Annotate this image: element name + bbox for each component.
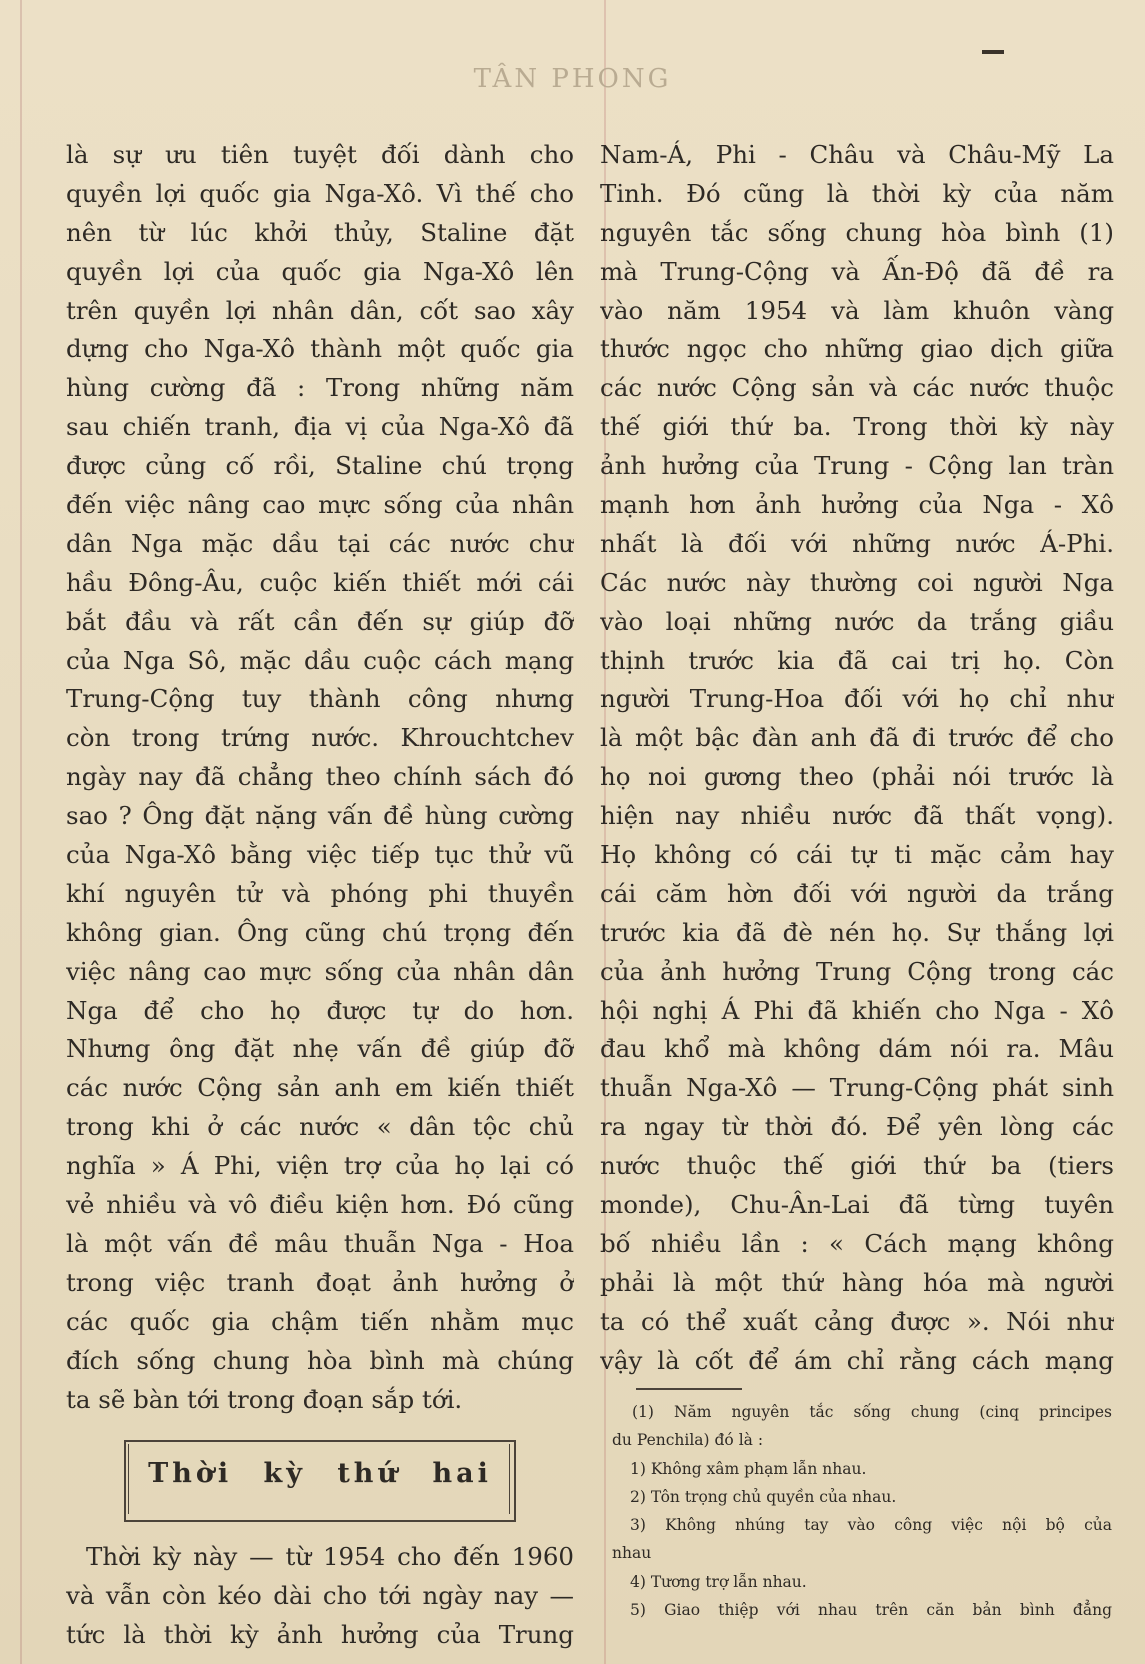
text-line: khí nguyên tử và phóng phi thuyền [66, 878, 574, 908]
text-line: bố nhiều lần : « Cách mạng không [600, 1228, 1114, 1258]
text-line: nhất là đối với những nước Á-Phi. [600, 528, 1114, 558]
text-line: thế giới thứ ba. Trong thời kỳ này [600, 412, 1114, 442]
text-line: trong khi ở các nước « dân tộc chủ [66, 1112, 574, 1142]
text-line: ta sẽ bàn tới trong đoạn sắp tới. [66, 1384, 463, 1414]
text-line: đến việc nâng cao mực sống của nhân [66, 490, 574, 520]
text-line: Họ không có cái tự ti mặc cảm hay [600, 840, 1114, 870]
page-mark [982, 50, 1004, 54]
text-line: người Trung-Hoa đối với họ chỉ như [600, 684, 1114, 714]
text-line: các nước Cộng sản và các nước thuộc [600, 373, 1114, 403]
text-line: vậy là cốt để ám chỉ rằng cách mạng [600, 1345, 1114, 1375]
page-edge-line [20, 0, 22, 1664]
text-line: tức là thời kỳ ảnh hưởng của Trung [66, 1619, 574, 1649]
text-line: Nga để cho họ được tự do hơn. [66, 995, 574, 1025]
text-line: cái căm hờn đối với người da trắng [600, 878, 1114, 908]
text-line: là một bậc đàn anh đã đi trước để cho [600, 723, 1114, 753]
text-line: trước kia đã đè nén họ. Sự thắng lợi [600, 917, 1114, 947]
footnote-line: 3) Không nhúng tay vào công việc nội bộ của [630, 1516, 1112, 1535]
footnote-line: (1) Năm nguyên tắc sống chung (cinq principes [632, 1403, 1112, 1421]
text-line: của ảnh hưởng Trung Cộng trong các [600, 956, 1114, 986]
footnote-line: 5) Giao thiệp với nhau trên căn bản bình đẳng [630, 1601, 1112, 1620]
text-line: dựng cho Nga-Xô thành một quốc gia [66, 334, 574, 364]
footnote-line: nhau [612, 1544, 652, 1563]
text-line: đích sống chung hòa bình mà chúng [66, 1345, 574, 1375]
text-line: nghĩa » Á Phi, viện trợ của họ lại có [66, 1151, 574, 1181]
text-line: dân Nga mặc dầu tại các nước chư [66, 528, 574, 558]
text-line: Các nước này thường coi người Nga [600, 567, 1114, 597]
text-line: các quốc gia chậm tiến nhằm mục [66, 1306, 574, 1336]
left-continuation [66, 1538, 574, 1655]
right-column [600, 136, 1114, 1381]
footnote-line: 1) Không xâm phạm lẫn nhau. [630, 1459, 867, 1478]
text-line: mà Trung-Cộng và Ấn-Độ đã đề ra [600, 256, 1114, 286]
footnote-line: du Penchila) đó là : [612, 1431, 764, 1450]
text-line: và vẫn còn kéo dài cho tới ngày nay — [66, 1580, 574, 1610]
text-line: đau khổ mà không dám nói ra. Mâu [600, 1034, 1114, 1064]
text-line: vào loại những nước da trắng giầu [600, 606, 1114, 636]
text-line: sau chiến tranh, địa vị của Nga-Xô đã [66, 412, 574, 442]
text-line: không gian. Ông cũng chú trọng đến [66, 917, 574, 947]
text-line: Trung-Cộng tuy thành công nhưng [66, 684, 574, 714]
text-line: Nhưng ông đặt nhẹ vấn đề giúp đỡ [66, 1034, 574, 1064]
text-line: ngày nay đã chẳng theo chính sách đó [66, 762, 574, 792]
text-line: hùng cường đã : Trong những năm [66, 373, 574, 403]
text-line: được củng cố rồi, Staline chú trọng [66, 451, 574, 481]
text-line: thịnh trước kia đã cai trị họ. Còn [600, 645, 1114, 675]
text-line: ta có thể xuất cảng được ». Nói như [600, 1306, 1114, 1336]
text-line: quyền lợi quốc gia Nga-Xô. Vì thế cho [66, 178, 574, 208]
text-line: Tinh. Đó cũng là thời kỳ của năm [600, 178, 1114, 208]
text-line: việc nâng cao mực sống của nhân dân [66, 956, 574, 986]
text-line: trên quyền lợi nhân dân, cốt sao xây [66, 295, 574, 325]
text-line: của Nga Sô, mặc dầu cuộc cách mạng [66, 645, 574, 675]
footnote-rule [636, 1388, 742, 1390]
running-header: TÂN PHONG [473, 64, 672, 94]
text-line: ảnh hưởng của Trung - Cộng lan tràn [600, 451, 1114, 481]
footnote-line: 2) Tôn trọng chủ quyền của nhau. [630, 1487, 897, 1506]
left-column [66, 136, 574, 1419]
text-line: các nước Cộng sản anh em kiến thiết [66, 1073, 574, 1103]
text-line: hội nghị Á Phi đã khiến cho Nga - Xô [600, 995, 1114, 1025]
section-heading: Thời kỳ thứ hai [148, 1458, 492, 1489]
text-line: thuẫn Nga-Xô — Trung-Cộng phát sinh [600, 1073, 1114, 1103]
text-line: của Nga-Xô bằng việc tiếp tục thử vũ [66, 840, 574, 870]
text-line: là một vấn đề mâu thuẫn Nga - Hoa [66, 1228, 574, 1258]
text-line: bắt đầu và rất cần đến sự giúp đỡ [66, 606, 574, 636]
text-line: nên từ lúc khởi thủy, Staline đặt [66, 217, 574, 247]
text-line: Nam-Á, Phi - Châu và Châu-Mỹ La [600, 140, 1114, 169]
text-line: vẻ nhiều và vô điều kiện hơn. Đó cũng [66, 1190, 574, 1220]
text-line: hầu Đông-Âu, cuộc kiến thiết mới cái [66, 567, 574, 597]
text-line: sao ? Ông đặt nặng vấn đề hùng cường [66, 801, 574, 831]
text-line: còn trong trứng nước. Khrouchtchev [66, 723, 574, 753]
text-line: Thời kỳ này — từ 1954 cho đến 1960 [86, 1542, 574, 1571]
text-line: mạnh hơn ảnh hưởng của Nga - Xô [600, 490, 1114, 520]
text-line: nước thuộc thế giới thứ ba (tiers [600, 1151, 1114, 1181]
text-line: hiện nay nhiều nước đã thất vọng). [600, 801, 1114, 831]
text-line: họ noi gương theo (phải nói trước là [600, 762, 1114, 792]
footnote-line: 4) Tương trợ lẫn nhau. [630, 1572, 807, 1591]
text-line: trong việc tranh đoạt ảnh hưởng ở [66, 1267, 574, 1297]
text-line: nguyên tắc sống chung hòa bình (1) [600, 217, 1114, 247]
text-line: phải là một thứ hàng hóa mà người [600, 1267, 1114, 1297]
footnotes [612, 1398, 1112, 1624]
text-line: thước ngọc cho những giao dịch giữa [600, 334, 1114, 364]
text-line: là sự ưu tiên tuyệt đối dành cho [66, 140, 574, 169]
text-line: vào năm 1954 và làm khuôn vàng [600, 295, 1114, 325]
text-line: monde), Chu-Ân-Lai đã từng tuyên [600, 1190, 1114, 1220]
text-line: ra ngay từ thời đó. Để yên lòng các [600, 1112, 1114, 1142]
text-line: quyền lợi của quốc gia Nga-Xô lên [66, 256, 574, 286]
